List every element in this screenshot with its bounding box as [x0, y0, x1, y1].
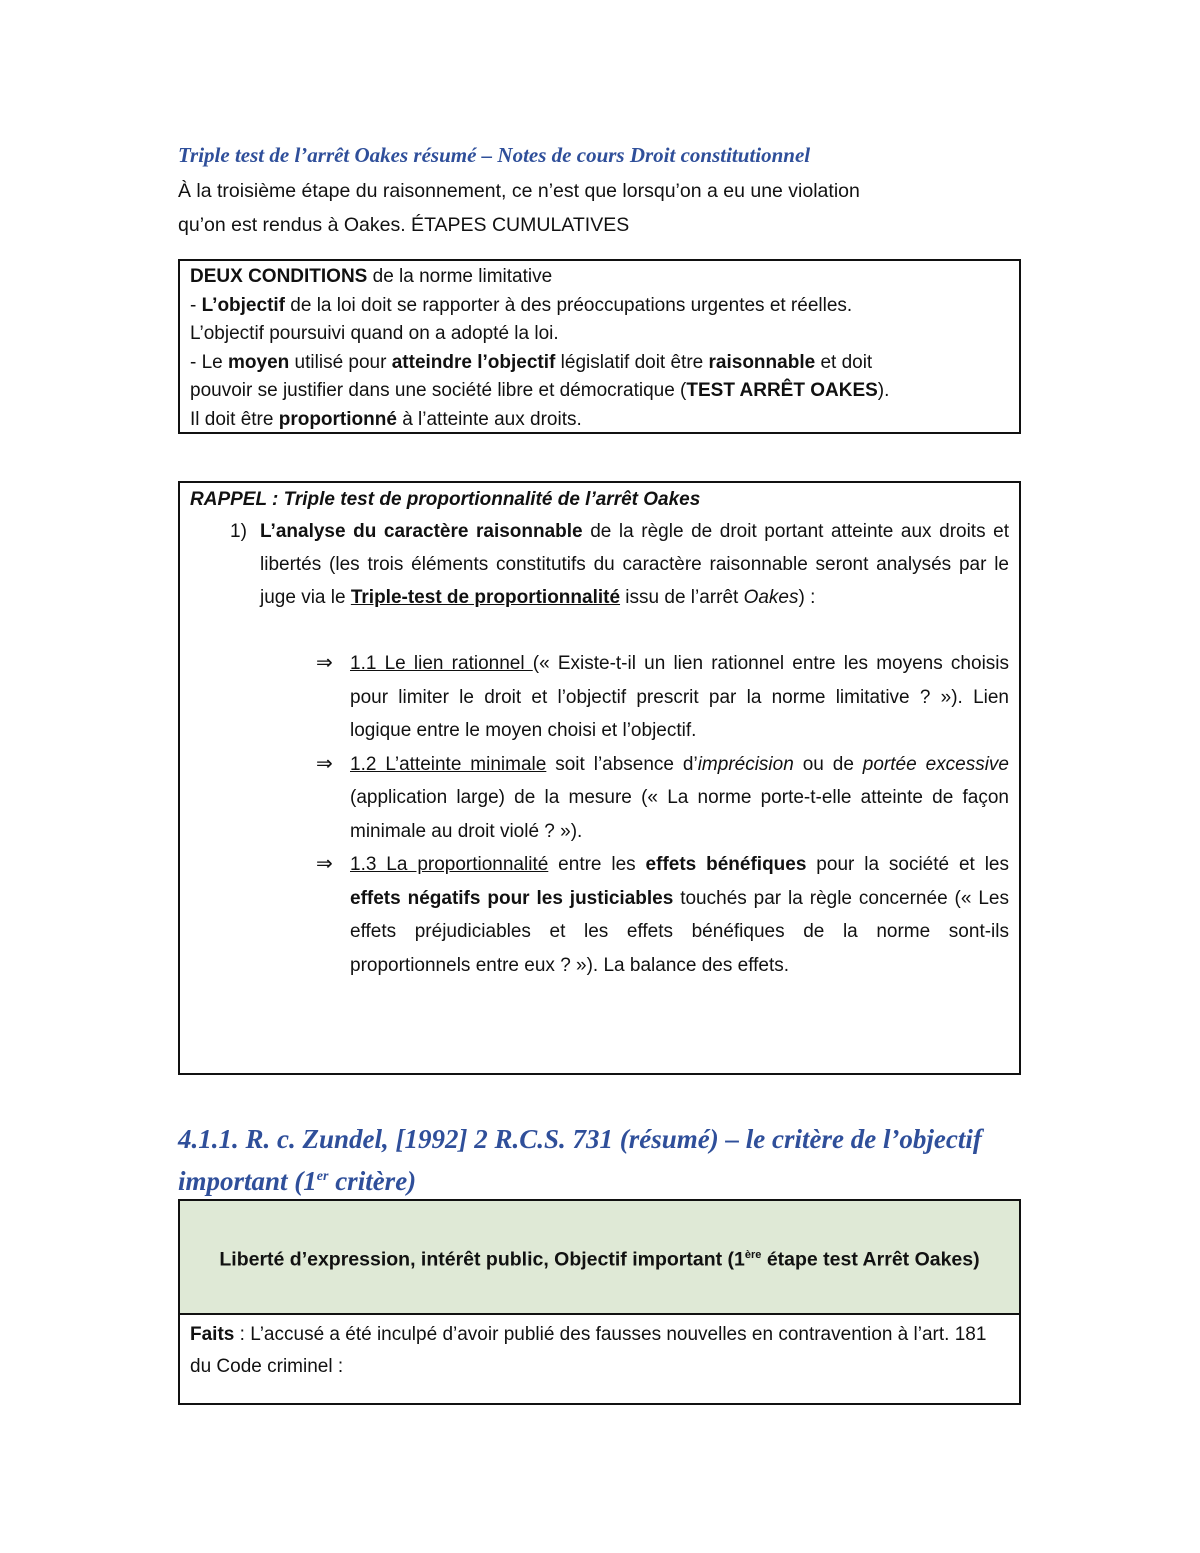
conditions-line: - Le moyen utilisé pour atteindre l’objectif législatif doit être raisonnable et doit	[190, 351, 873, 373]
arrow-icon: ⇒	[316, 652, 333, 674]
criterion-item	[190, 748, 1009, 849]
conditions-box	[178, 259, 1021, 434]
criterion-text: 1.1 Le lien rationnel (« Existe-t-il un lien rationnel entre les moyens choisis pour limiter le droit et l’objectif prescrit par la norme limitative ? »). Lien logique entre le moyen choisi et l’objectif.	[350, 653, 1010, 741]
criterion-text: 1.3 La proportionnalité entre les effets bénéfiques pour la société et les effets négatifs pour les justiciables touchés par la règle concernée (« Les effets préjudiciables et les effets bénéfiques de la norme sont-ils proportionnels entre eux ? »). La balance des effets.	[350, 854, 1009, 976]
criterion-item	[190, 647, 1009, 748]
conditions-line: DEUX CONDITIONS de la norme limitative	[190, 266, 553, 287]
case-keywords: Liberté d’expression, intérêt public, Objectif important (1ère étape test Arrêt Oakes)	[219, 1248, 980, 1271]
arrow-icon: ⇒	[316, 853, 333, 875]
reminder-box	[178, 481, 1021, 1075]
conditions-line: L’objectif poursuivi quand on a adopté la loi.	[190, 323, 559, 344]
document-subtitle: Triple test de l’arrêt Oakes résumé – Notes de cours Droit constitutionnel	[178, 143, 811, 167]
criterion-item	[190, 848, 1009, 982]
list-item	[190, 515, 1009, 614]
conditions-line: pouvoir se justifier dans une société libre et démocratique (TEST ARRÊT OAKES).	[190, 380, 890, 401]
section-heading: 4.1.1. R. c. Zundel, [1992] 2 R.C.S. 731 (résumé) – le critère de l’objectif important (1er critère)	[178, 1124, 982, 1196]
conditions-line: Il doit être proportionné à l’atteinte aux droits.	[190, 408, 582, 430]
intro-paragraph	[178, 174, 1008, 242]
intro-line: À la troisième étape du raisonnement, ce n’est que lorsqu’on a eu une violation	[178, 180, 860, 202]
arrow-icon: ⇒	[316, 752, 333, 775]
list-number: 1)	[230, 521, 247, 542]
case-facts-cell: Faits : L’accusé a été inculpé d’avoir publié des fausses nouvelles en contravention à l’art. 181 du Code criminel :	[190, 1324, 987, 1377]
criterion-text: 1.2 L’atteinte minimale soit l’absence d’imprécision ou de portée excessive (application large) de la mesure (« La norme porte-t-elle atteinte de façon minimale au droit violé ? »).	[350, 753, 1010, 842]
case-table	[178, 1199, 1021, 1405]
conditions-line: - L’objectif de la loi doit se rapporter à des préoccupations urgentes et réelles.	[190, 294, 853, 316]
reminder-title: RAPPEL : Triple test de proportionnalité de l’arrêt Oakes	[190, 489, 701, 510]
intro-line: qu’on est rendus à Oakes. ÉTAPES CUMULATIVES	[178, 214, 630, 236]
list-item-text: L’analyse du caractère raisonnable de la règle de droit portant atteinte aux droits et libertés (les trois éléments constitutifs du caractère raisonnable seront analysés par le juge via le Triple-test de proportionnalité issu de l’arrêt Oakes) :	[260, 521, 1009, 608]
case-header-cell	[180, 1201, 1019, 1315]
